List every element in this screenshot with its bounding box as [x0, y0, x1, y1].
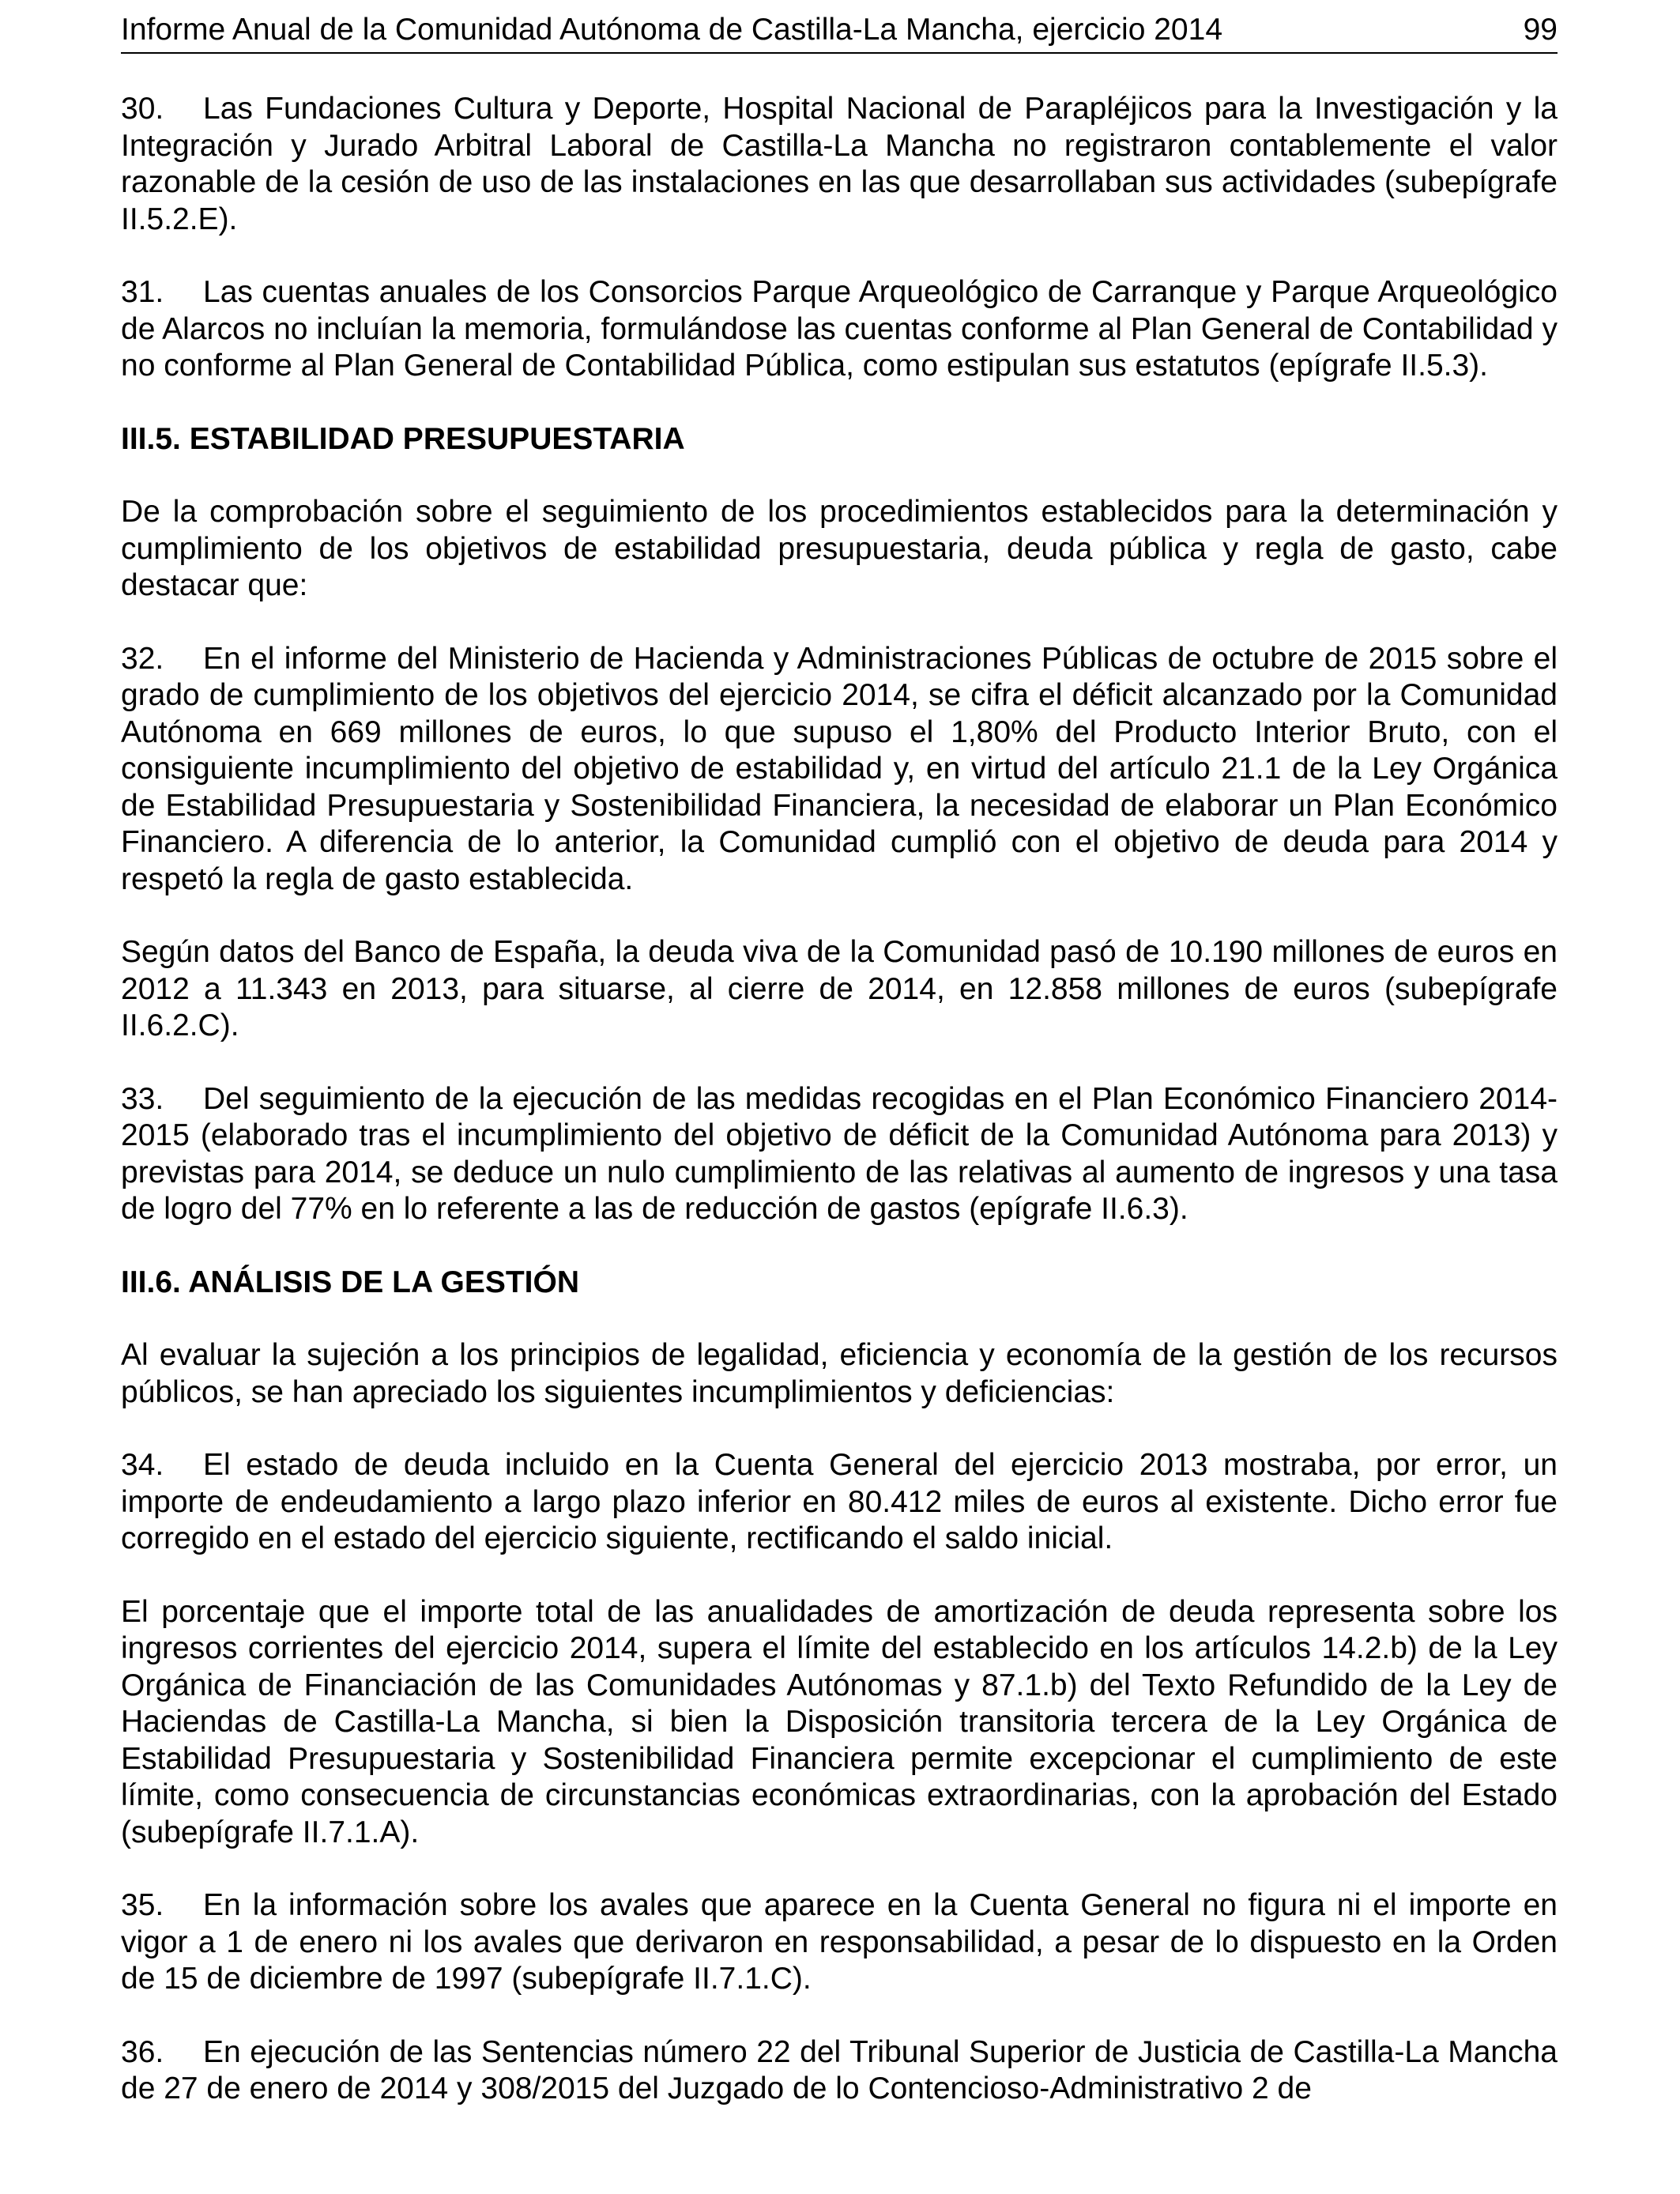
paragraph-text: Las cuentas anuales de los Consorcios Parque Arqueológico de Carranque y Parque Arqueológico de Alarcos no incluían la memoria, formulándose las cuentas conforme al Plan General de Contabilidad y no conforme al Plan General de Contabilidad Pública, como estipulan sus estatutos (epígrafe II.5.3).	[121, 275, 1558, 383]
paragraph-text: El estado de deuda incluido en la Cuenta General del ejercicio 2013 mostraba, por error, un importe de endeudamiento a largo plazo inferior en 80.412 miles de euros al existente. Dicho error fue corregido en el estado del ejercicio siguiente, rectificando el saldo inicial.	[121, 1448, 1558, 1555]
paragraph-35	[121, 1887, 1558, 1998]
paragraph-text: En el informe del Ministerio de Hacienda y Administraciones Públicas de octubre de 2015 sobre el grado de cumplimiento de los objetivos del ejercicio 2014, se cifra el déficit alcanzado por la Comunidad Autónoma en 669 millones de euros, lo que supuso el 1,80% del Producto Interior Bruto, con el consiguiente incumplimiento del objetivo de estabilidad y, en virtud del artículo 21.1 de la Ley Orgánica de Estabilidad Presupuestaria y Sostenibilidad Financiera, la necesidad de elaborar un Plan Económico Financiero. A diferencia de lo anterior, la Comunidad cumplió con el objetivo de deuda para 2014 y respetó la regla de gasto establecida.	[121, 641, 1558, 896]
header-title: Informe Anual de la Comunidad Autónoma de Castilla-La Mancha, ejercicio 2014	[121, 13, 1223, 47]
paragraph-text: En la información sobre los avales que aparece en la Cuenta General no figura ni el importe en vigor a 1 de enero ni los avales que derivaron en responsabilidad, a pesar de lo dispuesto en la Orden de 15 de diciembre de 1997 (subepígrafe II.7.1.C).	[121, 1888, 1558, 1996]
paragraph-text: En ejecución de las Sentencias número 22 del Tribunal Superior de Justicia de Castilla-La Mancha de 27 de enero de 2014 y 308/2015 del Juzgado de lo Contencioso-Administrativo 2 de	[121, 2034, 1558, 2105]
paragraph-32	[121, 641, 1558, 899]
paragraph-32-continued: Según datos del Banco de España, la deuda viva de la Comunidad pasó de 10.190 millones de euros en 2012 a 11.343 en 2013, para situarse, al cierre de 2014, en 12.858 millones de euros (subepígrafe II.6.2.C).	[121, 935, 1558, 1042]
paragraph-number: 35.	[121, 1888, 164, 1922]
paragraph-31	[121, 274, 1558, 385]
section-intro-iii6: Al evaluar la sujeción a los principios de legalidad, eficiencia y economía de la gestión de los recursos públicos, se han apreciado los siguientes incumplimientos y deficiencias:	[121, 1338, 1558, 1409]
paragraph-number: 30.	[121, 92, 164, 126]
paragraph-34-continued: El porcentaje que el importe total de las anualidades de amortización de deuda representa sobre los ingresos corrientes del ejercicio 2014, supera el límite del establecido en los artículos 14.2.b) de la Ley Orgánica de Financiación de las Comunidades Autónomas y 87.1.b) del Texto Refundido de la Ley de Haciendas de Castilla-La Mancha, si bien la Disposición transitoria tercera de la Ley Orgánica de Estabilidad Presupuestaria y Sostenibilidad Financiera permite excepcionar el cumplimiento de este límite, como consecuencia de circunstancias económicas extraordinarias, con la aprobación del Estado (subepígrafe II.7.1.A).	[121, 1594, 1558, 1849]
paragraph-text: Las Fundaciones Cultura y Deporte, Hospital Nacional de Parapléjicos para la Investigación y la Integración y Jurado Arbitral Laboral de Castilla-La Mancha no registraron contablemente el valor razonable de la cesión de uso de las instalaciones en las que desarrollaban sus actividades (subepígrafe II.5.2.E).	[121, 92, 1558, 236]
paragraph-30	[121, 91, 1558, 238]
paragraph-number: 33.	[121, 1081, 164, 1116]
paragraph-number: 31.	[121, 275, 164, 309]
paragraph-33	[121, 1081, 1558, 1228]
paragraph-36	[121, 2034, 1558, 2108]
section-heading-iii5: III.5. ESTABILIDAD PRESUPUESTARIA	[121, 421, 685, 456]
page-header	[121, 8, 1558, 54]
paragraph-number: 32.	[121, 641, 164, 676]
document-body	[121, 91, 1558, 2144]
paragraph-text: Del seguimiento de la ejecución de las medidas recogidas en el Plan Económico Financiero 2014-2015 (elaborado tras el incumplimiento del objetivo de déficit de la Comunidad Autónoma para 2013) y previstas para 2014, se deduce un nulo cumplimiento de las relativas al aumento de ingresos y una tasa de logro del 77% en lo referente a las de reducción de gastos (epígrafe II.6.3).	[121, 1081, 1558, 1226]
section-intro-iii5: De la comprobación sobre el seguimiento de los procedimientos establecidos para la determinación y cumplimiento de los objetivos de estabilidad presupuestaria, deuda pública y regla de gasto, cabe destacar que:	[121, 495, 1558, 602]
paragraph-number: 36.	[121, 2034, 164, 2069]
paragraph-34	[121, 1447, 1558, 1558]
section-heading-iii6: III.6. ANÁLISIS DE LA GESTIÓN	[121, 1265, 580, 1299]
paragraph-number: 34.	[121, 1448, 164, 1482]
page-number: 99	[1523, 13, 1558, 47]
